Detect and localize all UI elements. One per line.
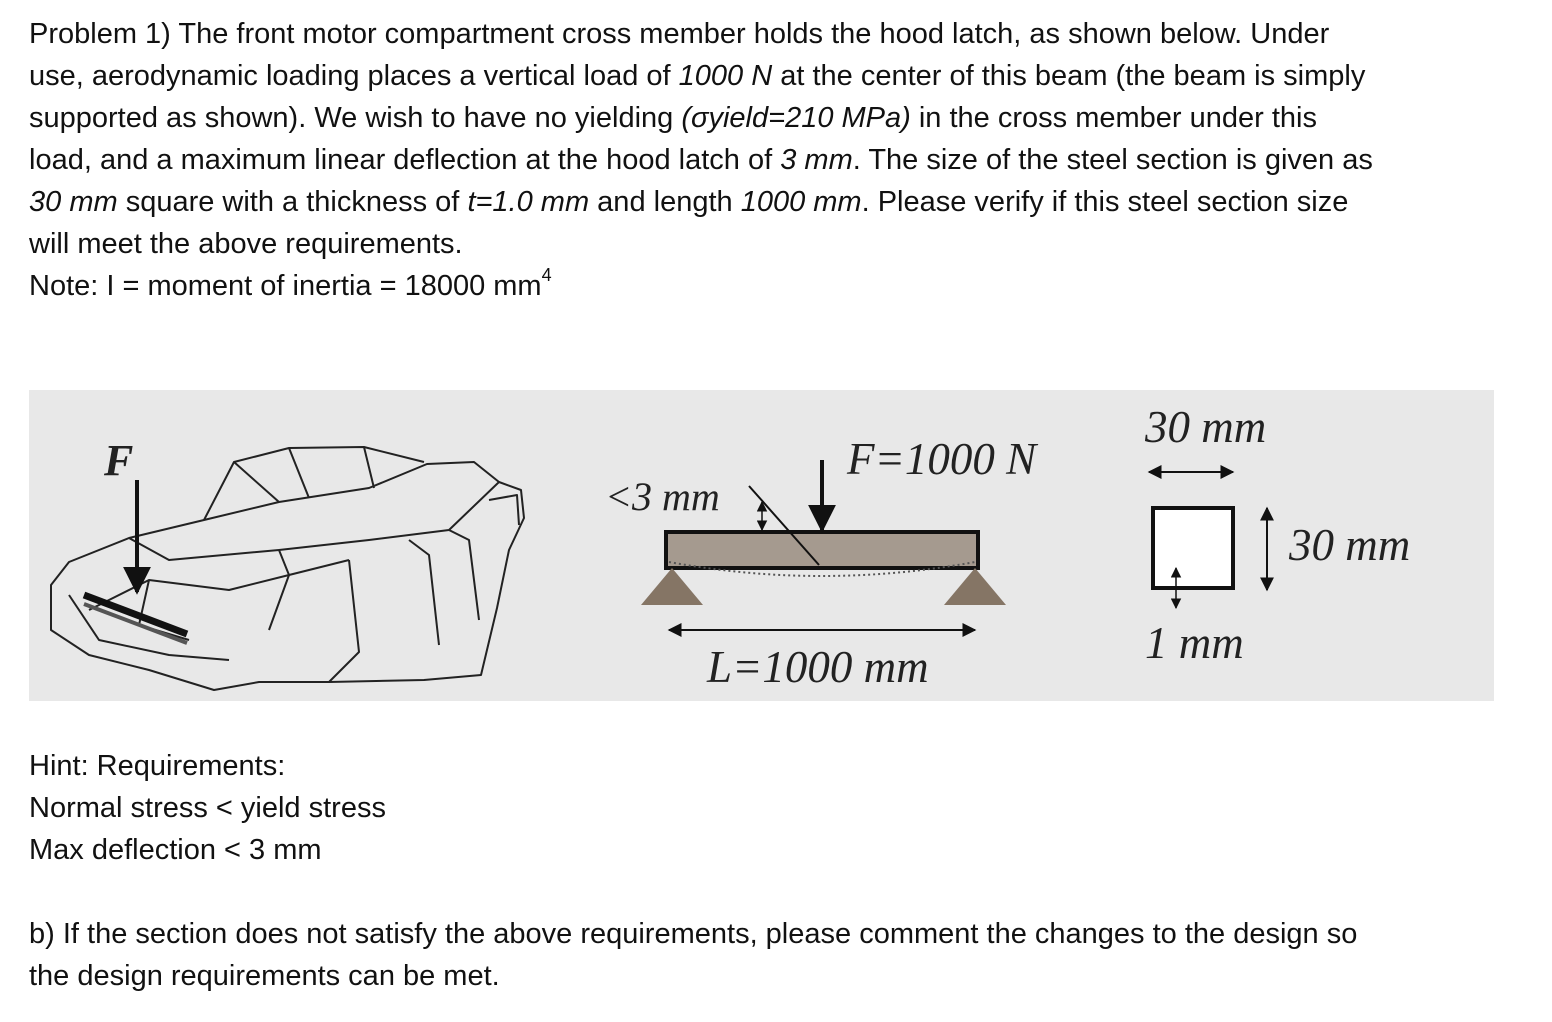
hint-line-2: Normal stress < yield stress xyxy=(29,792,386,824)
problem-line-3: supported as shown). We wish to have no yielding (σyield=210 MPa) in the cross member under this xyxy=(29,102,1317,134)
beam-body xyxy=(666,532,978,568)
problem-line-6: will meet the above requirements. xyxy=(29,228,463,260)
section-outline xyxy=(1153,508,1233,588)
square-section xyxy=(1149,472,1267,608)
beam-figure-panel xyxy=(29,390,1494,701)
section-height-label: 30 mm xyxy=(1289,520,1411,570)
problem-statement xyxy=(29,13,1509,307)
problem-line-5: 30 mm square with a thickness of t=1.0 mm and length 1000 mm. Please verify if this steel section size xyxy=(29,186,1349,218)
hint-line-1: Hint: Requirements: xyxy=(29,750,286,782)
section-width-label: 30 mm xyxy=(1145,402,1267,452)
force-value-label: F=1000 N xyxy=(847,434,1037,484)
deflection-label: <3 mm xyxy=(605,474,720,519)
hint-line-3: Max deflection < 3 mm xyxy=(29,834,322,866)
figure-drawing xyxy=(29,390,1494,701)
hint-block xyxy=(29,745,1509,871)
car-force-label: F xyxy=(104,436,134,485)
problem-line-1: Problem 1) The front motor compartment cross member holds the hood latch, as shown below. Under xyxy=(29,18,1330,50)
problem-line-4: load, and a maximum linear deflection at the hood latch of 3 mm. The size of the steel section is given as xyxy=(29,144,1373,176)
part-b-line-2: the design requirements can be met. xyxy=(29,960,500,992)
part-b-question xyxy=(29,913,1509,997)
problem-line-2: use, aerodynamic loading places a vertical load of 1000 N at the center of this beam (the beam is simply xyxy=(29,60,1366,92)
left-support xyxy=(641,568,703,605)
thickness-label: 1 mm xyxy=(1145,618,1244,668)
part-b-line-1: b) If the section does not satisfy the above requirements, please comment the changes to the design so xyxy=(29,918,1358,950)
cross-member-bar xyxy=(84,595,187,643)
right-support xyxy=(944,568,1006,605)
length-label: L=1000 mm xyxy=(707,642,929,692)
moment-of-inertia-note: Note: I = moment of inertia = 18000 $mm^4$ xyxy=(29,265,552,302)
